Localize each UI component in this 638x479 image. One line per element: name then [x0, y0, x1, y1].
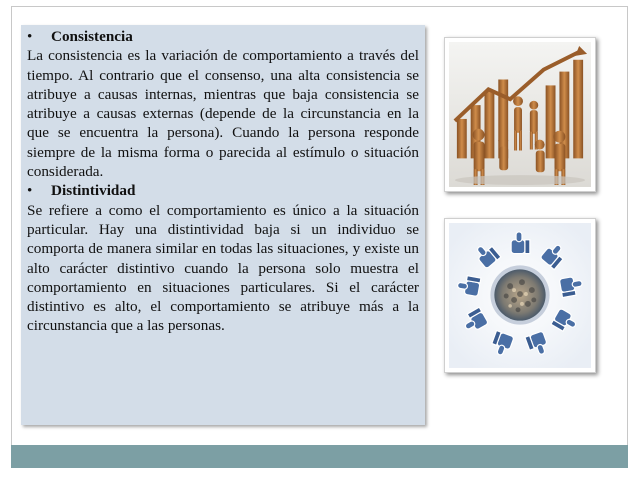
slide-footer-bar — [11, 445, 628, 468]
text-box — [21, 25, 425, 425]
heading-consistencia — [27, 27, 419, 46]
heading-distintividad — [27, 181, 419, 200]
heading-text: Consistencia — [51, 28, 133, 45]
paragraph-consistencia: La consistencia es la variación de comportamiento a través del tiempo. Al contrario que el consenso, una alta consistencia se atribuye a causas internas, mientras que baja consistencia se atribuye a causas externas (depende de la circunstancia en la que se encuentra la persona). Cuando la persona responde siempre de la misma forma o parecida al estímulo o situación considerada. — [27, 47, 419, 181]
thumbs-up-circle-image — [444, 218, 596, 373]
paragraph-distintividad: Se refiere a como el comportamiento es único a la situación particular. Hay una distintividad baja si un individuo se comporta de manera similar en todas las situaciones, y existe un alto carácter distintivo cuando la persona solo muestra el comportamiento en situaciones particulares. Si el carácter distintivo es alto, el comportamiento se atribuye más a la circunstancia que a las personas. — [27, 201, 419, 335]
bullet-icon: • — [27, 182, 33, 200]
business-figures-illustration — [449, 42, 591, 187]
thumbs-up-ring-illustration — [449, 223, 591, 368]
business-figures-image — [444, 37, 596, 192]
heading-text: Distintividad — [51, 182, 136, 200]
bullet-icon: • — [27, 28, 33, 45]
